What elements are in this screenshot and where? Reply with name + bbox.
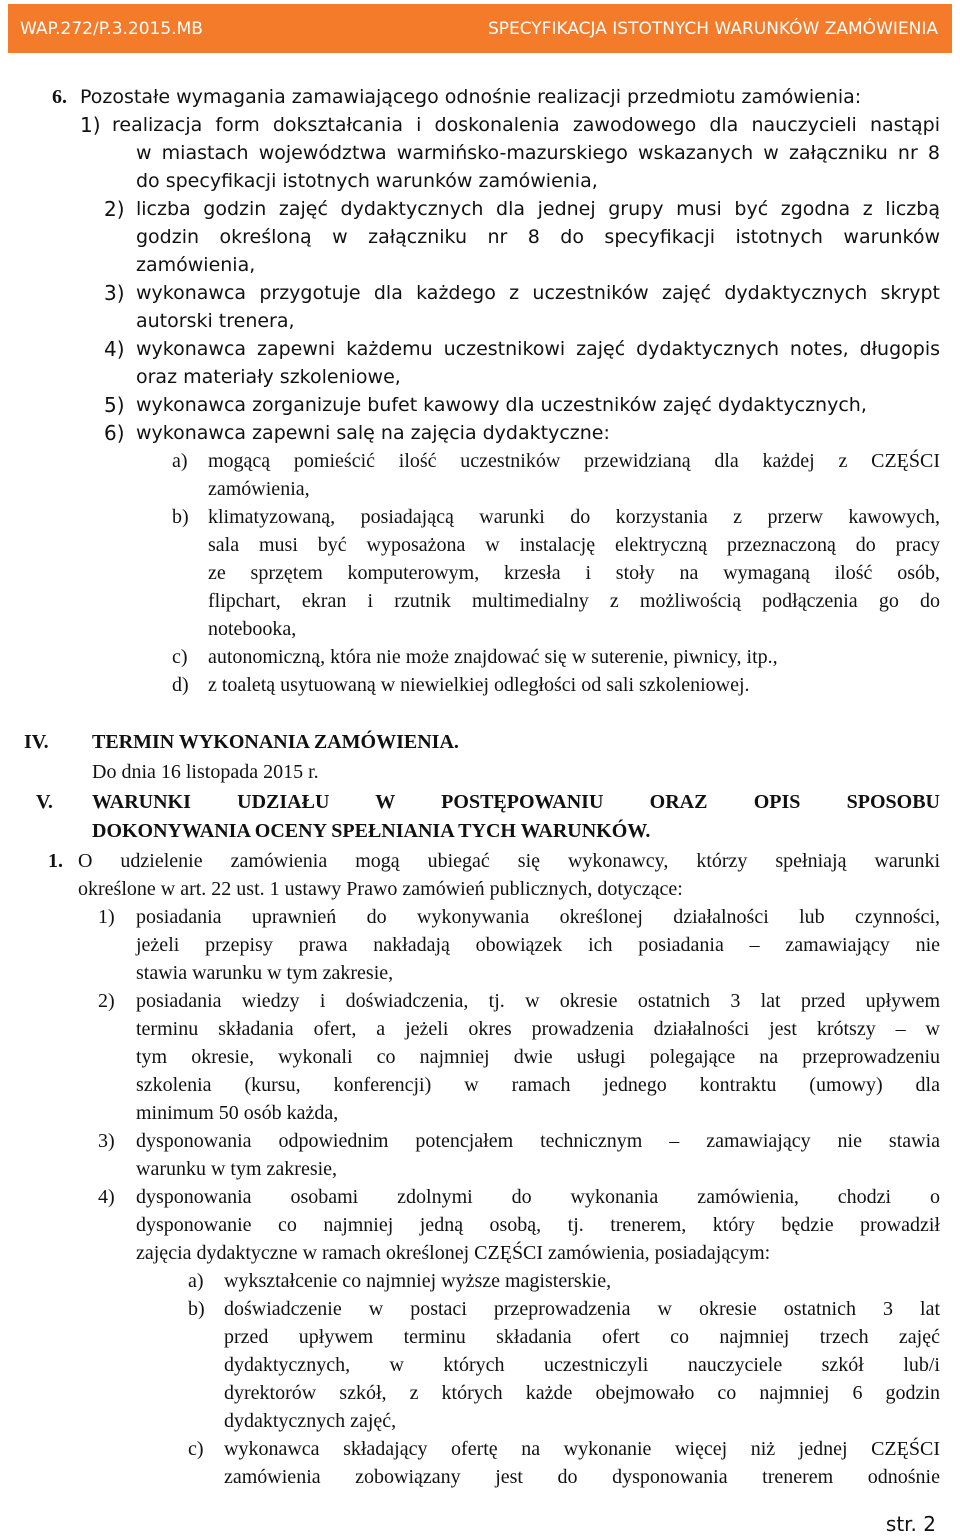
s6-item6b-line1: klimatyzowaną, posiadającą warunki do korzystania z przerw kawowych, (208, 506, 940, 528)
v-p1-item3-number: 3) (98, 1130, 115, 1152)
s6-item1-line1: realizacja form dokształcania i doskonalenia zawodowego dla nauczycieli nastąpi (112, 114, 940, 136)
s6-item3-number: 3) (104, 281, 125, 305)
s6-item6b-number: b) (172, 506, 189, 528)
section-v-title-line1: WARUNKI UDZIAŁU W POSTĘPOWANIU ORAZ OPIS SPOSOBU (92, 791, 940, 813)
v-p1-item1-line1: posiadania uprawnień do wykonywania określonej działalności lub czynności, (136, 906, 940, 928)
section-6-number: 6. (52, 86, 67, 108)
s6-item1-number: 1) (80, 113, 101, 137)
v-p1-item4-line1: dysponowania osobami zdolnymi do wykonania zamówienia, chodzi o (136, 1186, 940, 1208)
v-p1-item2-line3: tym okresie, wykonali co najmniej dwie usługi polegające na przeprowadzeniu (136, 1046, 940, 1068)
s6-item1-line2: w miastach województwa warmińsko-mazurskiego wskazanych w załączniku nr 8 (136, 142, 940, 164)
s6-item6b-line2: sala musi być wyposażona w instalację elektryczną przeznaczoną do pracy (208, 534, 940, 556)
v-p1-item1-number: 1) (98, 906, 115, 928)
v-p1-line1: O udzielenie zamówienia mogą ubiegać się wykonawcy, którzy spełniają warunki (78, 850, 940, 872)
v-p1-item4c-line1: wykonawca składający ofertę na wykonanie więcej niż jednej CZĘŚCI (224, 1438, 940, 1460)
v-p1-item4-line2: dysponowanie co najmniej jedną osobą, tj. trenerem, który będzie prowadził (136, 1214, 940, 1236)
s6-item6b-line3: ze sprzętem komputerowym, krzesła i stoły na wymaganą ilość osób, (208, 562, 940, 584)
document-title: SPECYFIKACJA ISTOTNYCH WARUNKÓW ZAMÓWIENIA (487, 18, 938, 39)
section-iv-text: Do dnia 16 listopada 2015 r. (92, 761, 319, 783)
document-code: WAP.272/P.3.2015.MB (20, 18, 203, 39)
s6-item6a-number: a) (172, 450, 188, 472)
v-p1-item2-number: 2) (98, 990, 115, 1012)
s6-item3-line1: wykonawca przygotuje dla każdego z uczestników zajęć dydaktycznych skrypt (136, 282, 940, 304)
v-p1-number: 1. (48, 850, 63, 872)
s6-item1-line3: do specyfikacji istotnych warunków zamówienia, (136, 170, 598, 192)
s6-item6a-line1: mogącą pomieścić ilość uczestników przewidzianą dla każdej z CZĘŚCI (208, 450, 940, 472)
v-p1-item4b-line3: dydaktycznych, w których uczestniczyli nauczyciele szkół lub/i (224, 1354, 940, 1376)
page-header (8, 4, 952, 53)
section-6-title: Pozostałe wymagania zamawiającego odnośnie realizacji przedmiotu zamówienia: (80, 86, 862, 108)
v-p1-item4b-number: b) (188, 1298, 205, 1320)
s6-item6b-line4: flipchart, ekran i rzutnik multimedialny z możliwością podłączenia go do (208, 590, 940, 612)
s6-item6-number: 6) (104, 421, 125, 445)
v-p1-line2: określone w art. 22 ust. 1 ustawy Prawo zamówień publicznych, dotyczące: (78, 878, 683, 900)
v-p1-item3-line2: warunku w tym zakresie, (136, 1158, 338, 1180)
v-p1-item4c-number: c) (188, 1438, 204, 1460)
v-p1-item1-line3: stawia warunku w tym zakresie, (136, 962, 394, 984)
s6-item2-line3: zamówienia, (136, 254, 256, 276)
v-p1-item4a-line1: wykształcenie co najmniej wyższe magisterskie, (224, 1270, 612, 1292)
s6-item5-number: 5) (104, 393, 125, 417)
v-p1-item2-line2: terminu składania ofert, a jeżeli okres prowadzenia działalności jest krótszy – w (136, 1018, 940, 1040)
v-p1-item4-line3: zajęcia dydaktyczne w ramach określonej CZĘŚCI zamówienia, posiadającym: (136, 1242, 771, 1264)
page-number: str. 2 (885, 1512, 936, 1536)
s6-item6d-number: d) (172, 674, 189, 696)
v-p1-item4b-line4: dyrektorów szkół, z których każde obejmowało co najmniej 6 godzin (224, 1382, 940, 1404)
v-p1-item4-number: 4) (98, 1186, 115, 1208)
s6-item2-line1: liczba godzin zajęć dydaktycznych dla jednej grupy musi być zgodna z liczbą (136, 198, 940, 220)
v-p1-item4a-number: a) (188, 1270, 204, 1292)
section-v-number: V. (36, 791, 53, 813)
s6-item4-line1: wykonawca zapewni każdemu uczestnikowi zajęć dydaktycznych notes, długopis (136, 338, 940, 360)
s6-item6b-line5: notebooka, (208, 618, 297, 640)
s6-item6a-line2: zamówienia, (208, 478, 310, 500)
section-iv-title: TERMIN WYKONANIA ZAMÓWIENIA. (92, 731, 459, 753)
s6-item6c-line1: autonomiczną, która nie może znajdować się w suterenie, piwnicy, itp., (208, 646, 778, 668)
s6-item6c-number: c) (172, 646, 188, 668)
v-p1-item4b-line2: przed upływem terminu składania ofert co najmniej trzech zajęć (224, 1326, 940, 1348)
v-p1-item2-line4: szkolenia (kursu, konferencji) w ramach jednego kontraktu (umowy) dla (136, 1074, 940, 1096)
s6-item5-line1: wykonawca zorganizuje bufet kawowy dla uczestników zajęć dydaktycznych, (136, 394, 867, 416)
v-p1-item2-line1: posiadania wiedzy i doświadczenia, tj. w okresie ostatnich 3 lat przed upływem (136, 990, 940, 1012)
section-v-title-line2: DOKONYWANIA OCENY SPEŁNIANIA TYCH WARUNKÓW. (92, 820, 651, 842)
v-p1-item2-line5: minimum 50 osób każda, (136, 1102, 339, 1124)
v-p1-item4b-line5: dydaktycznych zajęć, (224, 1410, 397, 1432)
v-p1-item1-line2: jeżeli przepisy prawa nakładają obowiązek ich posiadania – zamawiający nie (136, 934, 940, 956)
v-p1-item4c-line2: zamówienia zobowiązany jest do dysponowania trenerem odnośnie (224, 1466, 940, 1488)
v-p1-item3-line1: dysponowania odpowiednim potencjałem technicznym – zamawiający nie stawia (136, 1130, 940, 1152)
section-iv-number: IV. (24, 731, 49, 753)
s6-item4-number: 4) (104, 337, 125, 361)
s6-item6d-line1: z toaletą usytuowaną w niewielkiej odległości od sali szkoleniowej. (208, 674, 750, 696)
v-p1-item4b-line1: doświadczenie w postaci przeprowadzenia w okresie ostatnich 3 lat (224, 1298, 940, 1320)
s6-item2-line2: godzin określoną w załączniku nr 8 do specyfikacji istotnych warunków (136, 226, 940, 248)
s6-item6-line1: wykonawca zapewni salę na zajęcia dydaktyczne: (136, 422, 610, 444)
s6-item3-line2: autorski trenera, (136, 310, 295, 332)
s6-item2-number: 2) (104, 197, 125, 221)
s6-item4-line2: oraz materiały szkoleniowe, (136, 366, 401, 388)
